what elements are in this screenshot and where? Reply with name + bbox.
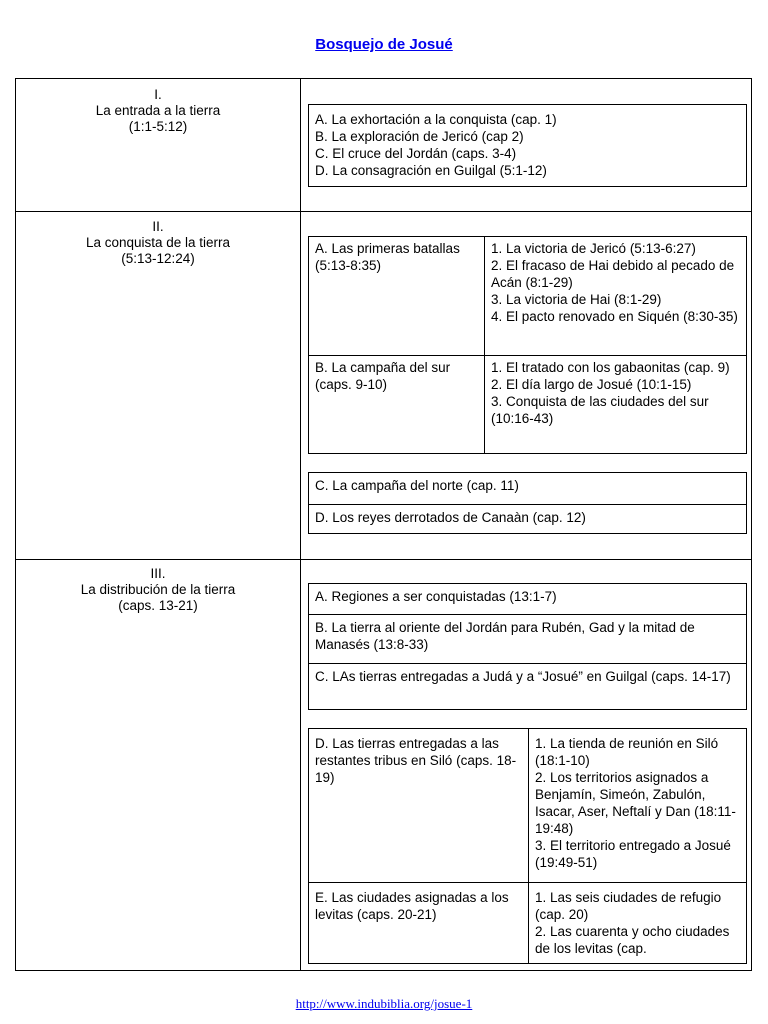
list-item: C. El cruce del Jordán (caps. 3-4) (315, 146, 517, 161)
list-item: 3. La victoria de Hai (8:1-29) (491, 292, 662, 307)
list-item: 2. Las cuarenta y ocho ciudades de los levitas (cap. (535, 924, 730, 956)
section-3-items (308, 583, 747, 710)
section-2-ref: (5:13-12:24) (121, 251, 195, 266)
list-item: B. La exploración de Jericó (cap 2) (315, 129, 524, 144)
section-3-numeral: III. (150, 566, 166, 581)
section-3-ref: (caps. 13-21) (118, 598, 198, 613)
section-2-numeral: II. (152, 219, 164, 234)
list-item: C. La campaña del norte (cap. 11) (315, 478, 519, 493)
list-item: 3. Conquista de las ciudades del sur (10:16-43) (491, 394, 709, 426)
section-1-ref: (1:1-5:12) (128, 119, 188, 134)
subtable-points (485, 356, 746, 453)
subtable-points (529, 729, 746, 882)
subtable-label: A. Las primeras batallas (5:13-8:35) (309, 237, 485, 355)
list-item: A. Regiones a ser conquistadas (13:1-7) (315, 589, 557, 604)
section-3-subtable (308, 728, 747, 964)
table-row (309, 729, 746, 882)
table-row (309, 237, 746, 355)
section-1-numeral: I. (154, 87, 162, 102)
section-2-subtable (308, 236, 747, 454)
list-item: C. LAs tierras entregadas a Judá y a “Josué” en Guilgal (caps. 14-17) (309, 663, 746, 709)
table-row (309, 882, 746, 963)
list-item: 4. El pacto renovado en Siquén (8:30-35) (491, 309, 738, 324)
section-3-name: La distribución de la tierra (80, 582, 236, 597)
section-divider (16, 211, 751, 212)
list-item: 2. El fracaso de Hai debido al pecado de Acán (8:1-29) (491, 258, 735, 290)
section-3-heading (16, 566, 300, 614)
list-item: 2. El día largo de Josué (10:1-15) (491, 377, 692, 392)
section-1-heading (16, 87, 300, 135)
list-item: D. Los reyes derrotados de Canaàn (cap. 12) (309, 504, 746, 534)
list-item: 3. El territorio entregado a Josué (19:49-51) (535, 838, 731, 870)
column-divider (300, 79, 301, 970)
list-item: A. La exhortación a la conquista (cap. 1) (315, 112, 557, 127)
subtable-points (485, 237, 746, 355)
subtable-points (529, 883, 746, 963)
subtable-label: D. Las tierras entregadas a las restantes tribus en Siló (caps. 18-19) (309, 729, 529, 882)
subtable-label: B. La campaña del sur (caps. 9-10) (309, 356, 485, 453)
section-2-heading (16, 219, 300, 267)
list-item: D. La consagración en Guilgal (5:1-12) (315, 163, 547, 178)
list-item: 2. Los territorios asignados a Benjamín, Simeón, Zabulón, Isacar, Aser, Neftalí y Dan (18:11-19:48) (535, 770, 736, 836)
subtable-label: E. Las ciudades asignadas a los levitas (caps. 20-21) (309, 883, 529, 963)
page-title: Bosquejo de Josué (315, 36, 453, 53)
section-1-item-list (309, 105, 746, 183)
footer-link[interactable]: http://www.indubiblia.org/josue-1 (295, 996, 473, 1011)
section-2-name: La conquista de la tierra (85, 235, 231, 250)
list-item: 1. La victoria de Jericó (5:13-6:27) (491, 241, 696, 256)
section-2-items (308, 472, 747, 534)
list-item: 1. La tienda de reunión en Siló (18:1-10) (535, 736, 719, 768)
section-divider (16, 559, 751, 560)
list-item: 1. Las seis ciudades de refugio (cap. 20) (535, 890, 722, 922)
list-item: 1. El tratado con los gabaonitas (cap. 9) (491, 360, 730, 375)
section-1-items (308, 104, 747, 187)
section-1-name: La entrada a la tierra (95, 103, 221, 118)
outline-table (15, 78, 752, 971)
list-item: B. La tierra al oriente del Jordán para Rubén, Gad y la mitad de Manasés (13:8-33) (309, 614, 746, 663)
table-row (309, 355, 746, 453)
